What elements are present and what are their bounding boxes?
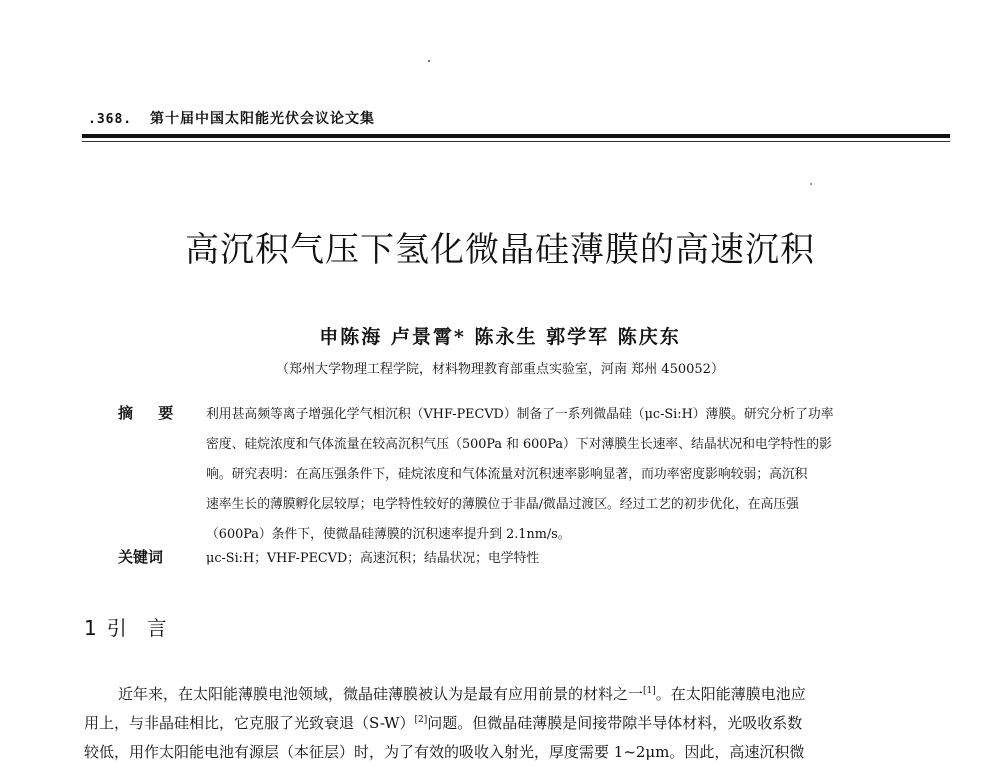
- keywords-label: 关键词: [118, 548, 164, 566]
- proceedings-title: 第十届中国太阳能光伏会议论文集: [150, 111, 376, 127]
- section-heading: [84, 612, 167, 641]
- citation-ref[interactable]: [2]: [414, 715, 428, 725]
- abstract-line: （600Pa）条件下，使微晶硅薄膜的沉积速率提升到 2.1nm/s。: [206, 527, 571, 542]
- body-text-run: 问题。但微晶硅薄膜是间接带隙半导体材料，光吸收系数: [427, 714, 803, 732]
- header-rule-thin: [82, 141, 950, 142]
- section-title-part: 言: [146, 616, 167, 640]
- body-line: [84, 709, 948, 738]
- page-number: .368.: [88, 112, 133, 127]
- body-text-run: 。在太阳能薄膜电池应: [655, 685, 806, 703]
- body-text-run: 用上，与非晶硅相比，它克服了光致衰退（S-W）: [84, 714, 415, 732]
- keywords-list: μc-Si:H；VHF-PECVD；高速沉积；结晶状况；电学特性: [206, 551, 540, 566]
- abstract-line: 速率生长的薄膜孵化层较厚；电学特性较好的薄膜位于非晶/微晶过渡区。经过工艺的初步优化，在高压强: [206, 497, 799, 512]
- body-text-run: 近年来，在太阳能薄膜电池领域，微晶硅薄膜被认为是最有应用前景的材料之一: [118, 685, 644, 703]
- paper-title: 高沉积气压下氢化微晶硅薄膜的高速沉积: [185, 230, 815, 270]
- affiliation: （郑州大学物理工程学院，材料物理教育部重点实验室，河南 郑州 450052）: [276, 362, 724, 377]
- body-line: 较低，用作太阳能电池有源层（本征层）时，为了有效的吸收入射光，厚度需要 1~2μm。因此，高速沉积微: [84, 743, 805, 761]
- abstract-body: [206, 400, 928, 550]
- header-rule: [82, 134, 950, 138]
- abstract-line: 密度、硅烷浓度和气体流量在较高沉积气压（500Pa 和 600Pa）下对薄膜生长速率、结晶状况和电学特性的影: [206, 437, 832, 452]
- citation-ref[interactable]: [1]: [643, 686, 656, 696]
- scan-speck: [810, 183, 812, 185]
- section-title-part: 引: [106, 616, 147, 640]
- running-header: [88, 108, 375, 128]
- author-list: 申陈海 卢景霄* 陈永生 郭学军 陈庆东: [319, 326, 681, 348]
- scan-speck: [428, 60, 430, 62]
- abstract-label: 摘 要: [118, 404, 184, 422]
- abstract-line: 利用甚高频等离子增强化学气相沉积（VHF-PECVD）制备了一系列微晶硅（μc-Si:H）薄膜。研究分析了功率: [206, 407, 834, 422]
- body-paragraph: [84, 680, 948, 767]
- section-number: 1: [84, 616, 97, 640]
- body-line: [84, 680, 948, 709]
- abstract-line: 响。研究表明：在高压强条件下，硅烷浓度和气体流量对沉积速率影响显著，而功率密度影响较弱；高沉积: [206, 467, 808, 482]
